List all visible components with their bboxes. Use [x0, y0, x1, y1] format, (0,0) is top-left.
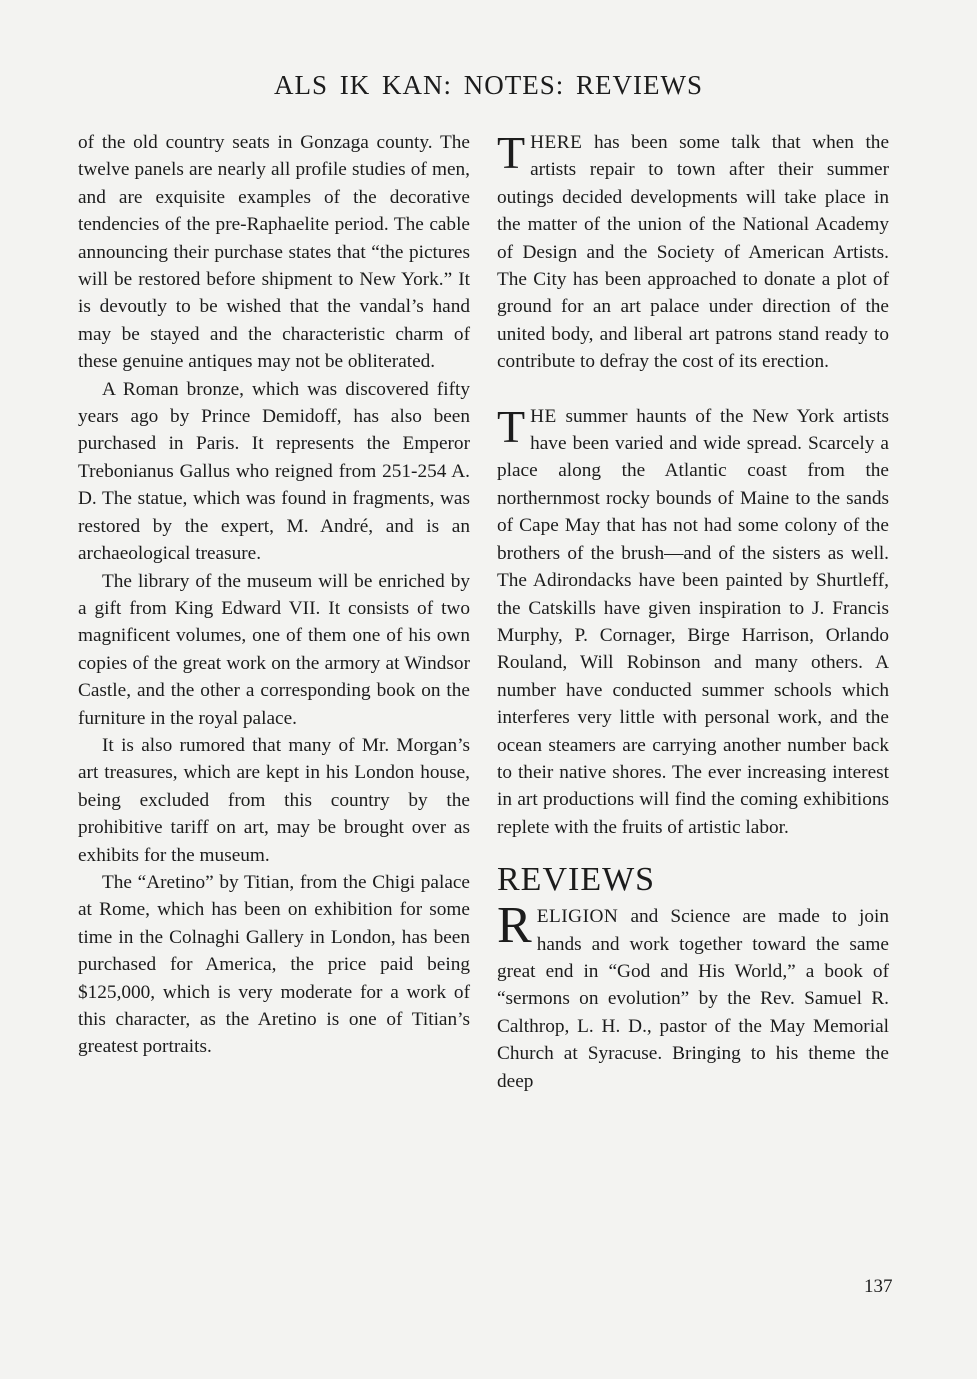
drop-cap: T — [497, 400, 526, 452]
paragraph-religion-science — [497, 897, 889, 1095]
paragraph: It is also rumored that many of Mr. Morgan’s art treasures, which are kept in his London house, being excluded from this country by the prohibitive tariff on art, may be brought over as exhibits for the museum. — [78, 734, 470, 866]
left-column — [78, 129, 470, 1061]
lead-caps: HE — [530, 405, 557, 427]
right-column — [497, 129, 889, 1095]
paragraph: The library of the museum will be enriched by a gift from King Edward VII. It consists of two magnificent volumes, one of them one of his own copies of the great work on the armory at Windsor Castle, and the other a corresponding book on the furniture in the royal palace. — [78, 570, 470, 729]
paragraph-gap — [497, 376, 889, 403]
page-number: 137 — [864, 1276, 893, 1297]
paragraph-academy-union — [497, 129, 889, 376]
paragraph-text: and Science are made to join hands and work together toward the same great end in “God and His World,” a book of “sermons on evolution” by the Rev. Samuel R. Calthrop, L. H. D., pastor of the May Memorial Church at Syracuse. Bringing to his theme the deep — [497, 906, 889, 1092]
lead-caps: HERE — [530, 132, 583, 153]
drop-cap: T — [497, 127, 526, 178]
paragraph-text: has been some talk that when the artists repair to town after their summer outings decided developments will take place in the matter of the union of the National Academy of Design and the Society of American Artists. The City has been approached to donate a plot of ground for an art palace under direction of the united body, and liberal art patrons stand ready to contribute to defray the cost of its erection. — [497, 132, 889, 373]
lead-caps: ELIGION — [536, 906, 619, 928]
paragraph: The “Aretino” by Titian, from the Chigi palace at Rome, which has been on exhibition for some time in the Colnaghi Gallery in London, has been purchased for America, the price paid being $125,000, which is very moderate for a work of this character, as the Aretino is one of Titian’s greatest portraits. — [78, 871, 470, 1058]
paragraph-summer-haunts — [497, 400, 889, 842]
paragraph-text: summer haunts of the New York artists have been varied and wide spread. Scarcely a place along the Atlantic coast from the northernmost rocky bounds of Maine to the sands of Cape May that has not had some colony of the brothers of the brush—and of the sisters as well. The Adirondacks have been painted by Shurtleff, the Catskills have given inspiration to J. Francis Murphy, P. Cornager, Birge Harrison, Orlando Rouland, Will Robinson and many others. A number have conducted summer schools which interferes very little with personal work, and the ocean steamers are carrying another number back to their native shores. The ever increasing interest in art productions will find the coming exhibitions replete with the fruits of artistic labor. — [497, 405, 889, 838]
running-head: ALS IK KAN: NOTES: REVIEWS — [274, 70, 703, 100]
drop-cap: R — [497, 897, 532, 955]
reviews-heading: REVIEWS — [497, 861, 656, 899]
paragraph: of the old country seats in Gonzaga county. The twelve panels are nearly all profile studies of men, and are exquisite examples of the decorative tendencies of the pre-Raphaelite period. The cable announcing their purchase states that “the pictures will be restored before shipment to New York.” It is devoutly to be wished that the vandal’s hand may be stayed and the characteristic charm of these genuine antiques may not be obliterated. — [78, 132, 470, 373]
paragraph: A Roman bronze, which was discovered fifty years ago by Prince Demidoff, has also been purchased in Paris. It represents the Emperor Trebonianus Gallus who reigned from 251-254 A. D. The statue, which was found in fragments, was restored by the expert, M. André, and is an archaeological treasure. — [78, 378, 470, 565]
